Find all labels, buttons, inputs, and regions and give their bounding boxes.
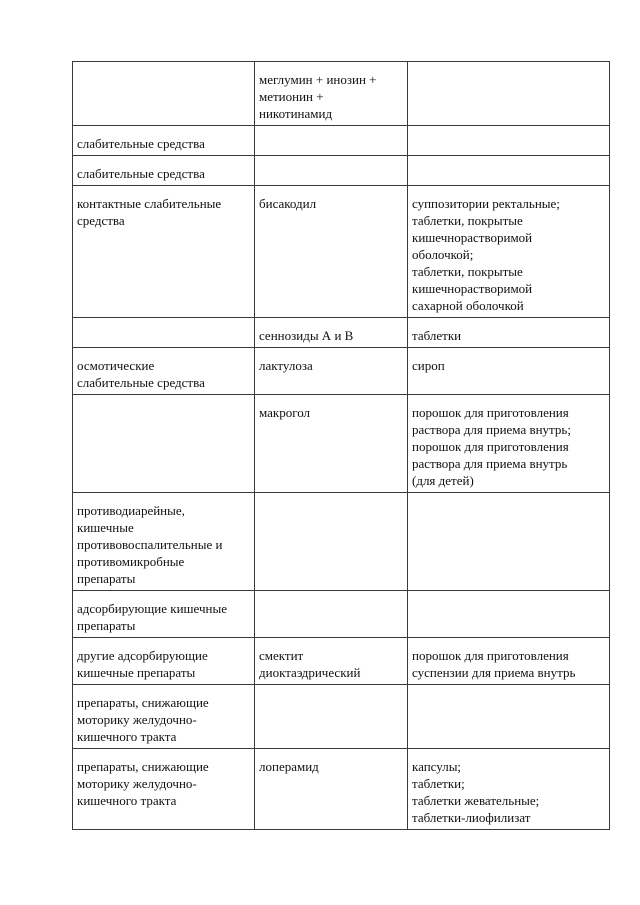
drug-name-cell bbox=[255, 749, 408, 830]
atc-group-cell bbox=[73, 395, 255, 493]
cell-text: суппозитории ректальные; таблетки, покрытые кишечнорастворимой оболочкой; таблетки, покрытые кишечнорастворимой сахарной оболочкой bbox=[412, 196, 560, 313]
cell-text: сеннозиды А и В bbox=[259, 328, 354, 343]
cell-text: лактулоза bbox=[259, 358, 313, 373]
dosage-form-cell bbox=[408, 348, 610, 395]
drug-name-cell bbox=[255, 638, 408, 685]
atc-group-cell bbox=[73, 156, 255, 186]
cell-text: контактные слабительные средства bbox=[77, 196, 222, 228]
dosage-form-cell bbox=[408, 638, 610, 685]
table-row bbox=[73, 749, 610, 830]
cell-text: таблетки bbox=[412, 328, 462, 343]
dosage-form-cell bbox=[408, 749, 610, 830]
cell-text: капсулы; таблетки; таблетки жевательные; таблетки-лиофилизат bbox=[412, 759, 540, 825]
cell-text: сироп bbox=[412, 358, 445, 373]
atc-group-cell bbox=[73, 591, 255, 638]
table-row bbox=[73, 591, 610, 638]
cell-text: бисакодил bbox=[259, 196, 317, 211]
drug-name-cell bbox=[255, 591, 408, 638]
drug-name-cell bbox=[255, 156, 408, 186]
dosage-form-cell bbox=[408, 62, 610, 126]
cell-text: порошок для приготовления раствора для приема внутрь; порошок для приготовления раствора для приема внутрь (для детей) bbox=[412, 405, 571, 488]
dosage-form-cell bbox=[408, 493, 610, 591]
drug-name-cell bbox=[255, 348, 408, 395]
table-row bbox=[73, 126, 610, 156]
table-row bbox=[73, 638, 610, 685]
dosage-form-cell bbox=[408, 685, 610, 749]
table-row bbox=[73, 186, 610, 318]
cell-text: смектит диоктаэдрический bbox=[259, 648, 361, 680]
dosage-form-cell bbox=[408, 186, 610, 318]
drug-name-cell bbox=[255, 318, 408, 348]
table-body bbox=[73, 62, 610, 830]
drug-name-cell bbox=[255, 62, 408, 126]
cell-text: адсорбирующие кишечные препараты bbox=[77, 601, 227, 633]
cell-text: осмотические слабительные средства bbox=[77, 358, 205, 390]
atc-group-cell bbox=[73, 348, 255, 395]
cell-text: порошок для приготовления суспензии для приема внутрь bbox=[412, 648, 576, 680]
atc-group-cell bbox=[73, 318, 255, 348]
table-row bbox=[73, 318, 610, 348]
atc-group-cell bbox=[73, 126, 255, 156]
table-row bbox=[73, 395, 610, 493]
cell-text: макрогол bbox=[259, 405, 311, 420]
table-row bbox=[73, 493, 610, 591]
dosage-form-cell bbox=[408, 395, 610, 493]
drug-name-cell bbox=[255, 126, 408, 156]
atc-group-cell bbox=[73, 749, 255, 830]
atc-group-cell bbox=[73, 186, 255, 318]
table-row bbox=[73, 685, 610, 749]
atc-group-cell bbox=[73, 638, 255, 685]
dosage-form-cell bbox=[408, 156, 610, 186]
cell-text: препараты, снижающие моторику желудочно- кишечного тракта bbox=[77, 759, 209, 808]
drug-name-cell bbox=[255, 685, 408, 749]
atc-group-cell bbox=[73, 685, 255, 749]
cell-text: меглумин + инозин + метионин + никотинамид bbox=[259, 72, 377, 121]
table-row bbox=[73, 62, 610, 126]
atc-group-cell bbox=[73, 493, 255, 591]
drug-name-cell bbox=[255, 395, 408, 493]
dosage-form-cell bbox=[408, 591, 610, 638]
dosage-form-cell bbox=[408, 126, 610, 156]
dosage-form-cell bbox=[408, 318, 610, 348]
cell-text: препараты, снижающие моторику желудочно- кишечного тракта bbox=[77, 695, 209, 744]
table-row bbox=[73, 156, 610, 186]
drug-table bbox=[72, 61, 610, 830]
cell-text: слабительные средства bbox=[77, 166, 205, 181]
cell-text: слабительные средства bbox=[77, 136, 205, 151]
atc-group-cell bbox=[73, 62, 255, 126]
drug-name-cell bbox=[255, 186, 408, 318]
cell-text: противодиарейные, кишечные противовоспалительные и противомикробные препараты bbox=[77, 503, 223, 586]
drug-name-cell bbox=[255, 493, 408, 591]
table-row bbox=[73, 348, 610, 395]
cell-text: другие адсорбирующие кишечные препараты bbox=[77, 648, 208, 680]
cell-text: лоперамид bbox=[259, 759, 319, 774]
